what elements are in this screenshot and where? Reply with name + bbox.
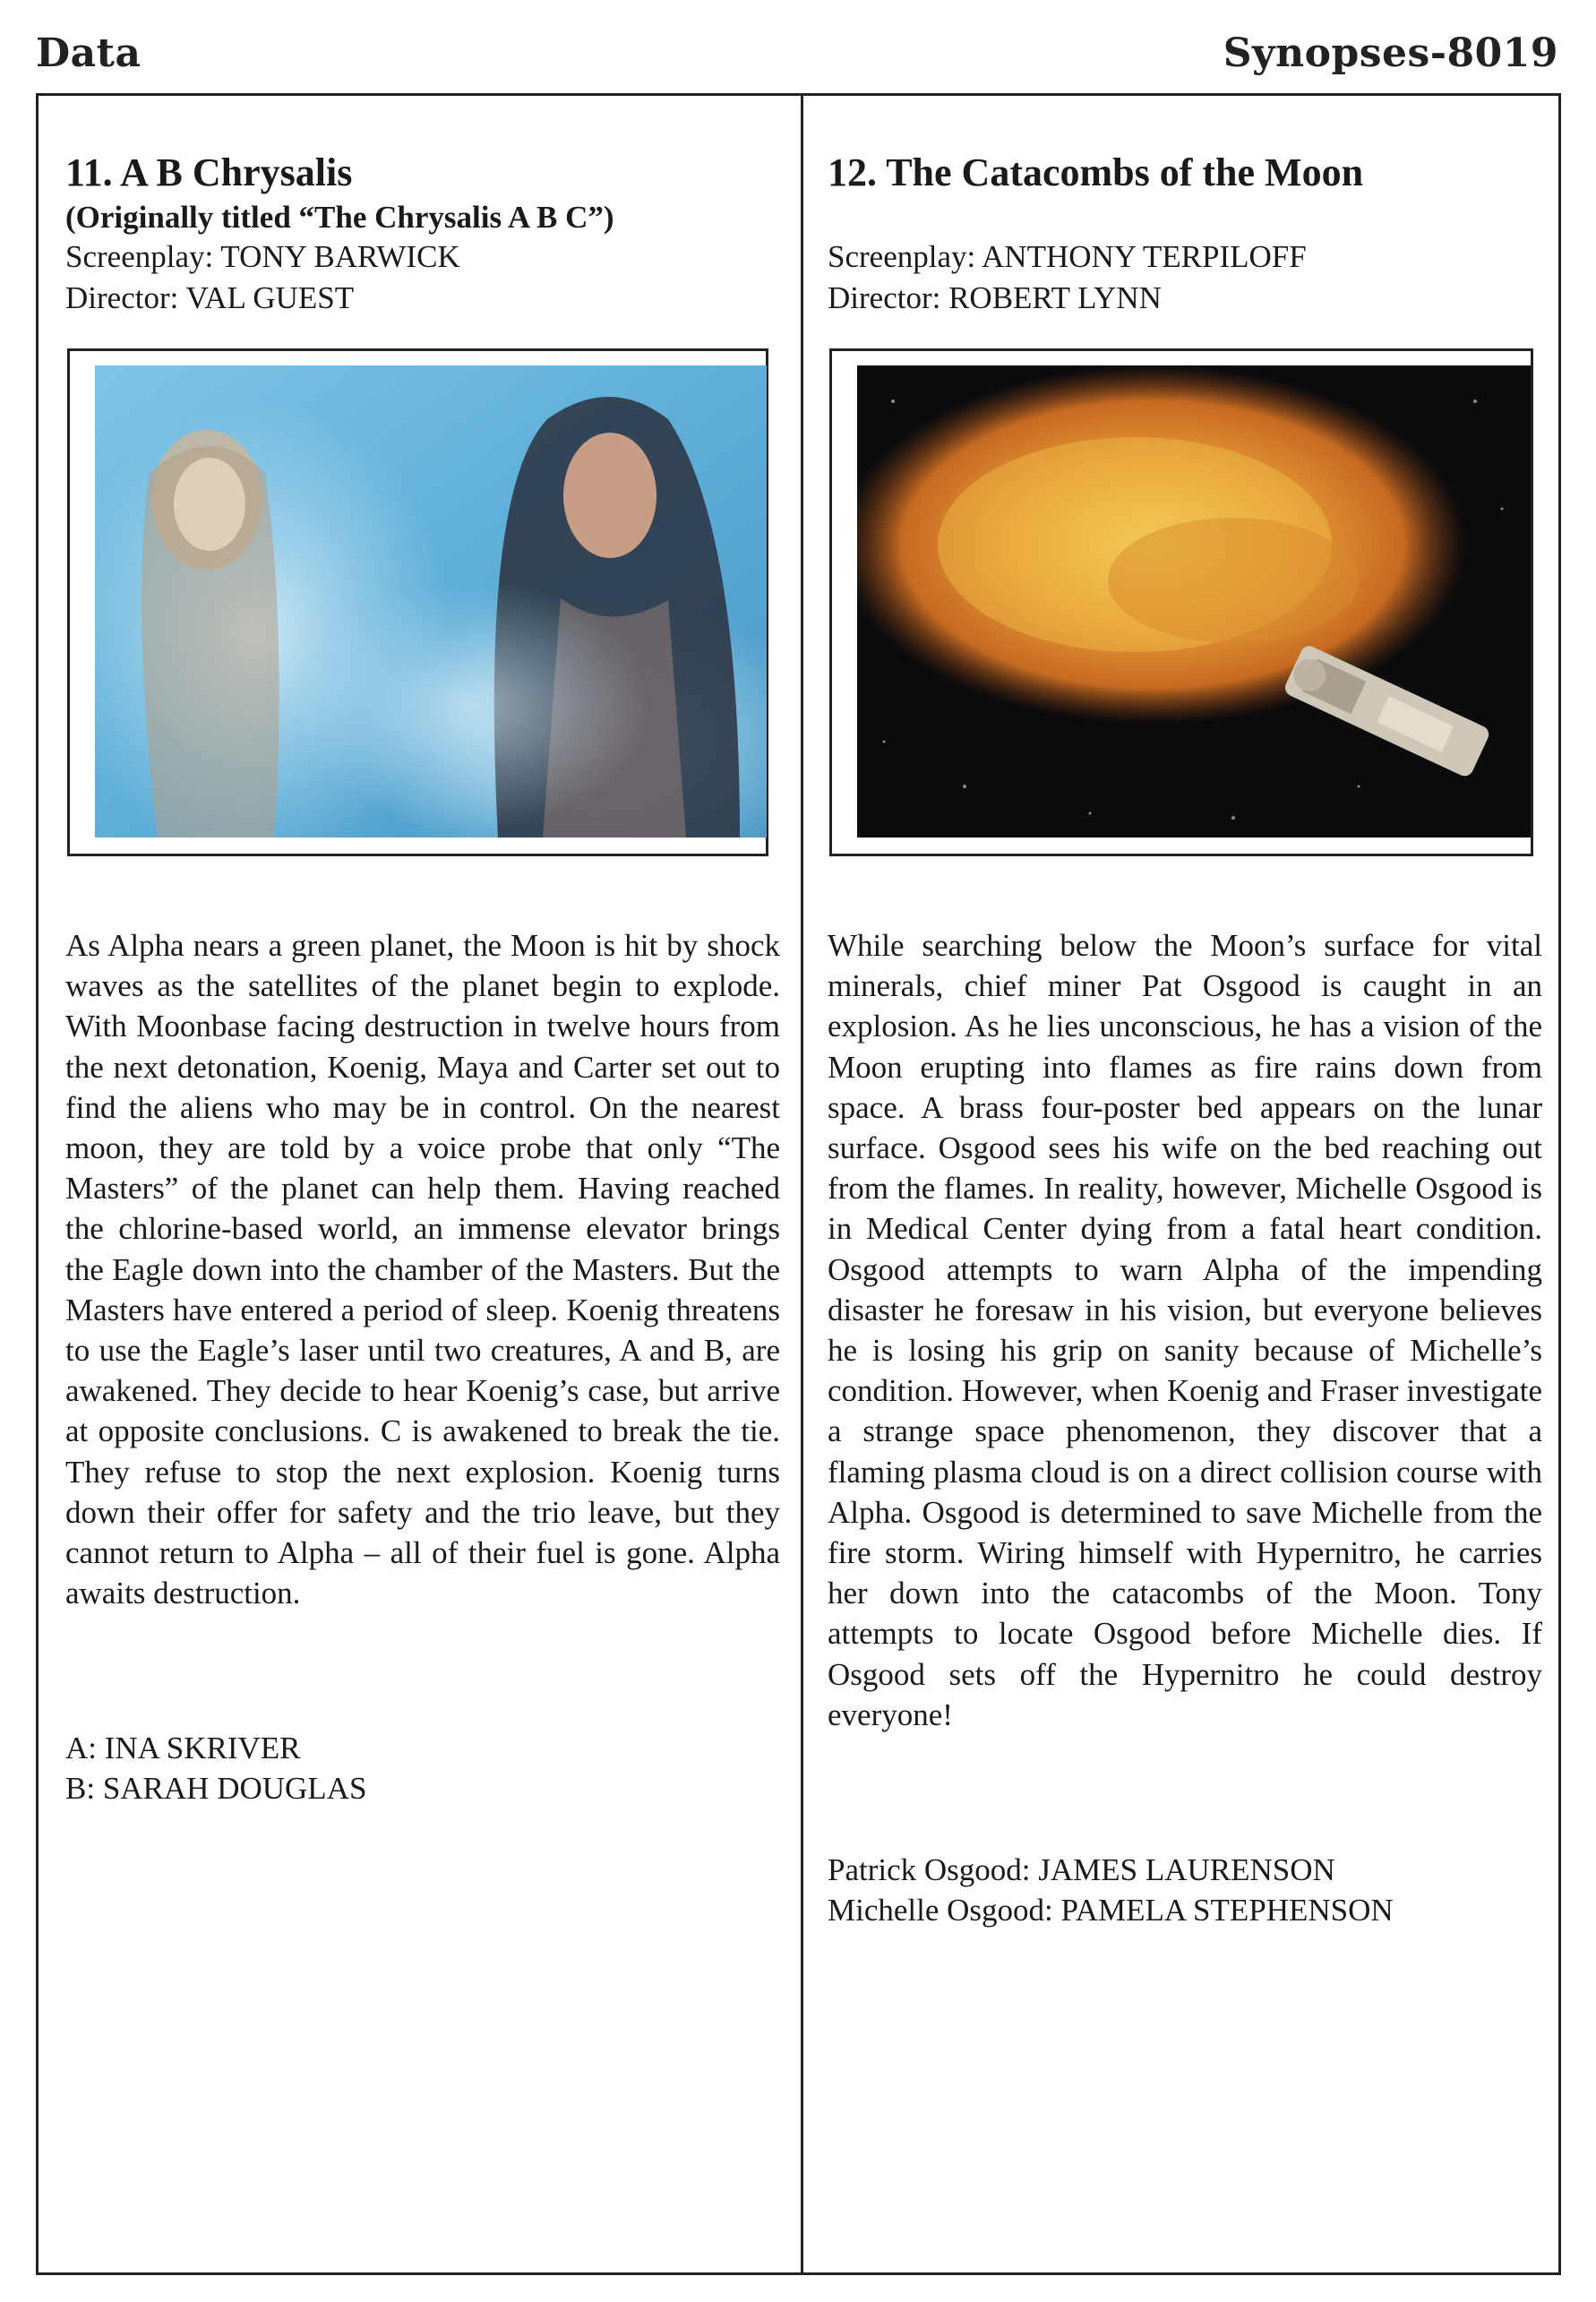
episode-still-image [857,365,1531,837]
episode-column-11 [65,96,782,2272]
screenplay-credit: Screenplay: TONY BARWICK [65,239,460,274]
plasma-cloud-photo [857,365,1531,837]
synopses-table [36,93,1561,2275]
cast-line: B: SARAH DOUGLAS [65,1771,367,1807]
episode-synopsis: As Alpha nears a green planet, the Moon is hit by shock waves as the satellites of the planet begin to explode. With Moonbase facing destruction in twelve hours from the next detonation, Koenig, Maya and Carter set out to find the aliens who may be in control. On the nearest moon, they are told by a voice probe that only “The Masters” of the planet can help them. Having reached the chlorine-based world, an immense elevator brings the Eagle down into the chamber of the Masters. But the Masters have entered a period of sleep. Koenig threatens to use the Eagle’s laser until two creatures, A and B, are awakened. They decide to hear Koenig’s case, but arrive at opposite conclusions. C is awakened to break the tie. They refuse to stop the next explosion. Koenig turns down their offer for safety and the trio leave, but they cannot return to Alpha – all of their fuel is gone. Alpha awaits destruction. [65,928,780,1611]
cast-line: A: INA SKRIVER [65,1731,301,1765]
episode-still-image [95,365,767,837]
director-credit: Director: VAL GUEST [65,280,355,315]
episode-original-title: (Originally titled “The Chrysalis A B C”) [65,200,614,235]
cast-line: Michelle Osgood: PAMELA STEPHENSON [828,1893,1394,1928]
episode-still-frame [67,348,768,856]
header-right-label: Synopses-8019 [1223,30,1558,76]
episode-still-frame [829,348,1533,856]
episode-title: 11. A B Chrysalis [65,150,353,194]
episode-synopsis: While searching below the Moon’s surface for vital minerals, chief miner Pat Osgood is caught in an explosion. As he lies unconscious, he has a vision of the Moon erupting into flames as fire rains down from space. A brass four-poster bed appears on the lunar surface. Osgood sees his wife on the bed reaching out from the flames. In reality, however, Michelle Osgood is in Medical Center dying from a fatal heart condition. Osgood attempts to warn Alpha of the impending disaster he foresaw in his vision, but everyone believes he is losing his grip on sanity because of Michelle’s condition. However, when Koenig and Fraser investigate a strange space phenomenon, they discover that a flaming plasma cloud is on a direct collision course with Alpha. Osgood is determined to save Michelle from the fire storm. Wiring himself with Hypernitro, he carries her down into the catacombs of the Moon. Tony attempts to locate Osgood before Michelle dies. If Osgood sets off the Hypernitro he could destroy everyone! [828,928,1542,1732]
episode-title: 12. The Catacombs of the Moon [828,150,1364,194]
episode-cast [828,1850,1394,1930]
header-left-label: Data [36,30,142,76]
director-credit: Director: ROBERT LYNN [828,280,1162,315]
column-divider [801,96,803,2272]
episode-column-12 [828,96,1544,2272]
cast-line: Patrick Osgood: JAMES LAURENSON [828,1852,1335,1887]
episode-cast [65,1728,366,1808]
screenplay-credit: Screenplay: ANTHONY TERPILOFF [828,239,1307,274]
foggy-figures-photo [95,365,767,837]
